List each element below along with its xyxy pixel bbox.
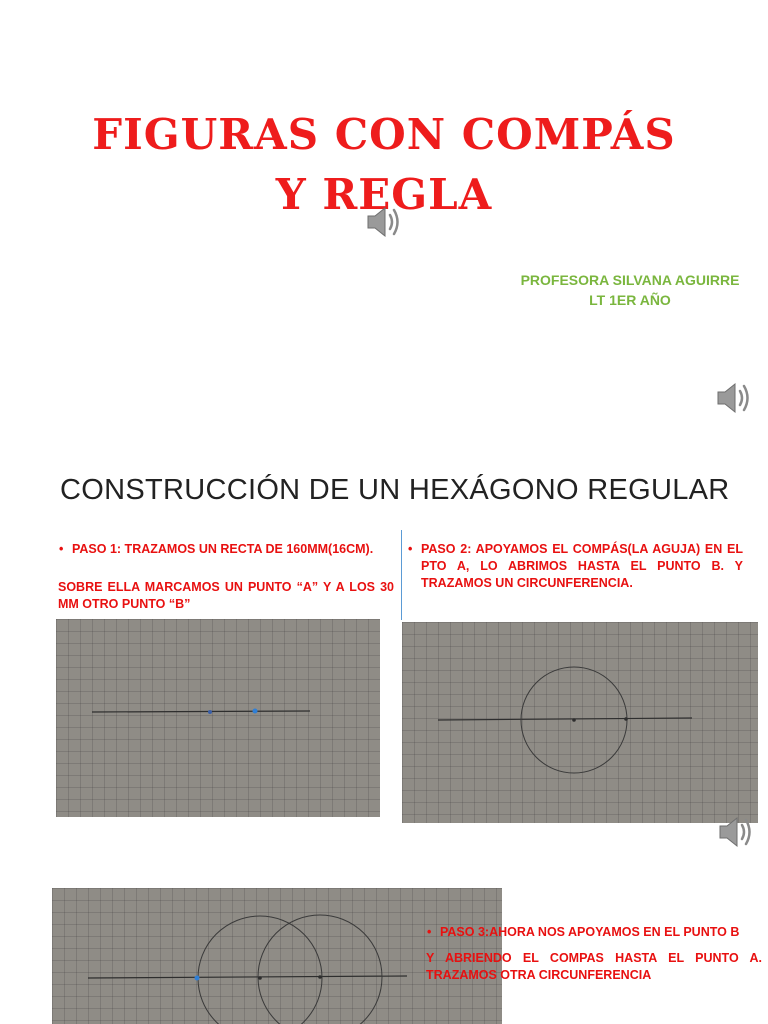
step-1-label: PASO 1: TRAZAMOS UN RECTA DE 160MM(16CM). bbox=[72, 542, 374, 556]
step-3-detail: Y ABRIENDO EL COMPAS HASTA EL PUNTO A. TRAZAMOS OTRA CIRCUNFERENCIA bbox=[426, 951, 762, 982]
bullet: • bbox=[59, 542, 64, 556]
bullet: • bbox=[408, 542, 413, 556]
course-label: LT 1ER AÑO bbox=[589, 292, 671, 308]
author-name: PROFESORA SILVANA AGUIRRE bbox=[520, 272, 740, 288]
speaker-icon[interactable] bbox=[364, 204, 404, 240]
bullet: • bbox=[427, 925, 432, 939]
section-heading: CONSTRUCCIÓN DE UN HEXÁGONO REGULAR bbox=[60, 474, 730, 506]
author-block bbox=[505, 270, 755, 310]
slide-title-line-2: Y REGLA bbox=[275, 170, 493, 219]
slide-title-line-1: FIGURAS CON COMPÁS bbox=[92, 110, 676, 159]
step-2-text bbox=[408, 541, 743, 592]
photo-step-2 bbox=[402, 622, 758, 823]
step-1-text bbox=[59, 541, 394, 558]
step-3-label: PASO 3:AHORA NOS APOYAMOS EN EL PUNTO B bbox=[440, 925, 740, 939]
step-3-text bbox=[427, 924, 758, 941]
step-2-label: PASO 2: APOYAMOS EL COMPÁS(LA AGUJA) EN EL PTO A, LO ABRIMOS HASTA EL PUNTO B. Y TRAZAMOS UN CIRCUNFERENCIA. bbox=[421, 542, 743, 590]
column-divider bbox=[401, 530, 402, 620]
photo-step-1 bbox=[56, 619, 380, 817]
speaker-icon[interactable] bbox=[716, 814, 756, 850]
step-1-detail: SOBRE ELLA MARCAMOS UN PUNTO “A” Y A LOS 30 MM OTRO PUNTO “B” bbox=[58, 580, 394, 611]
speaker-icon[interactable] bbox=[714, 380, 754, 416]
